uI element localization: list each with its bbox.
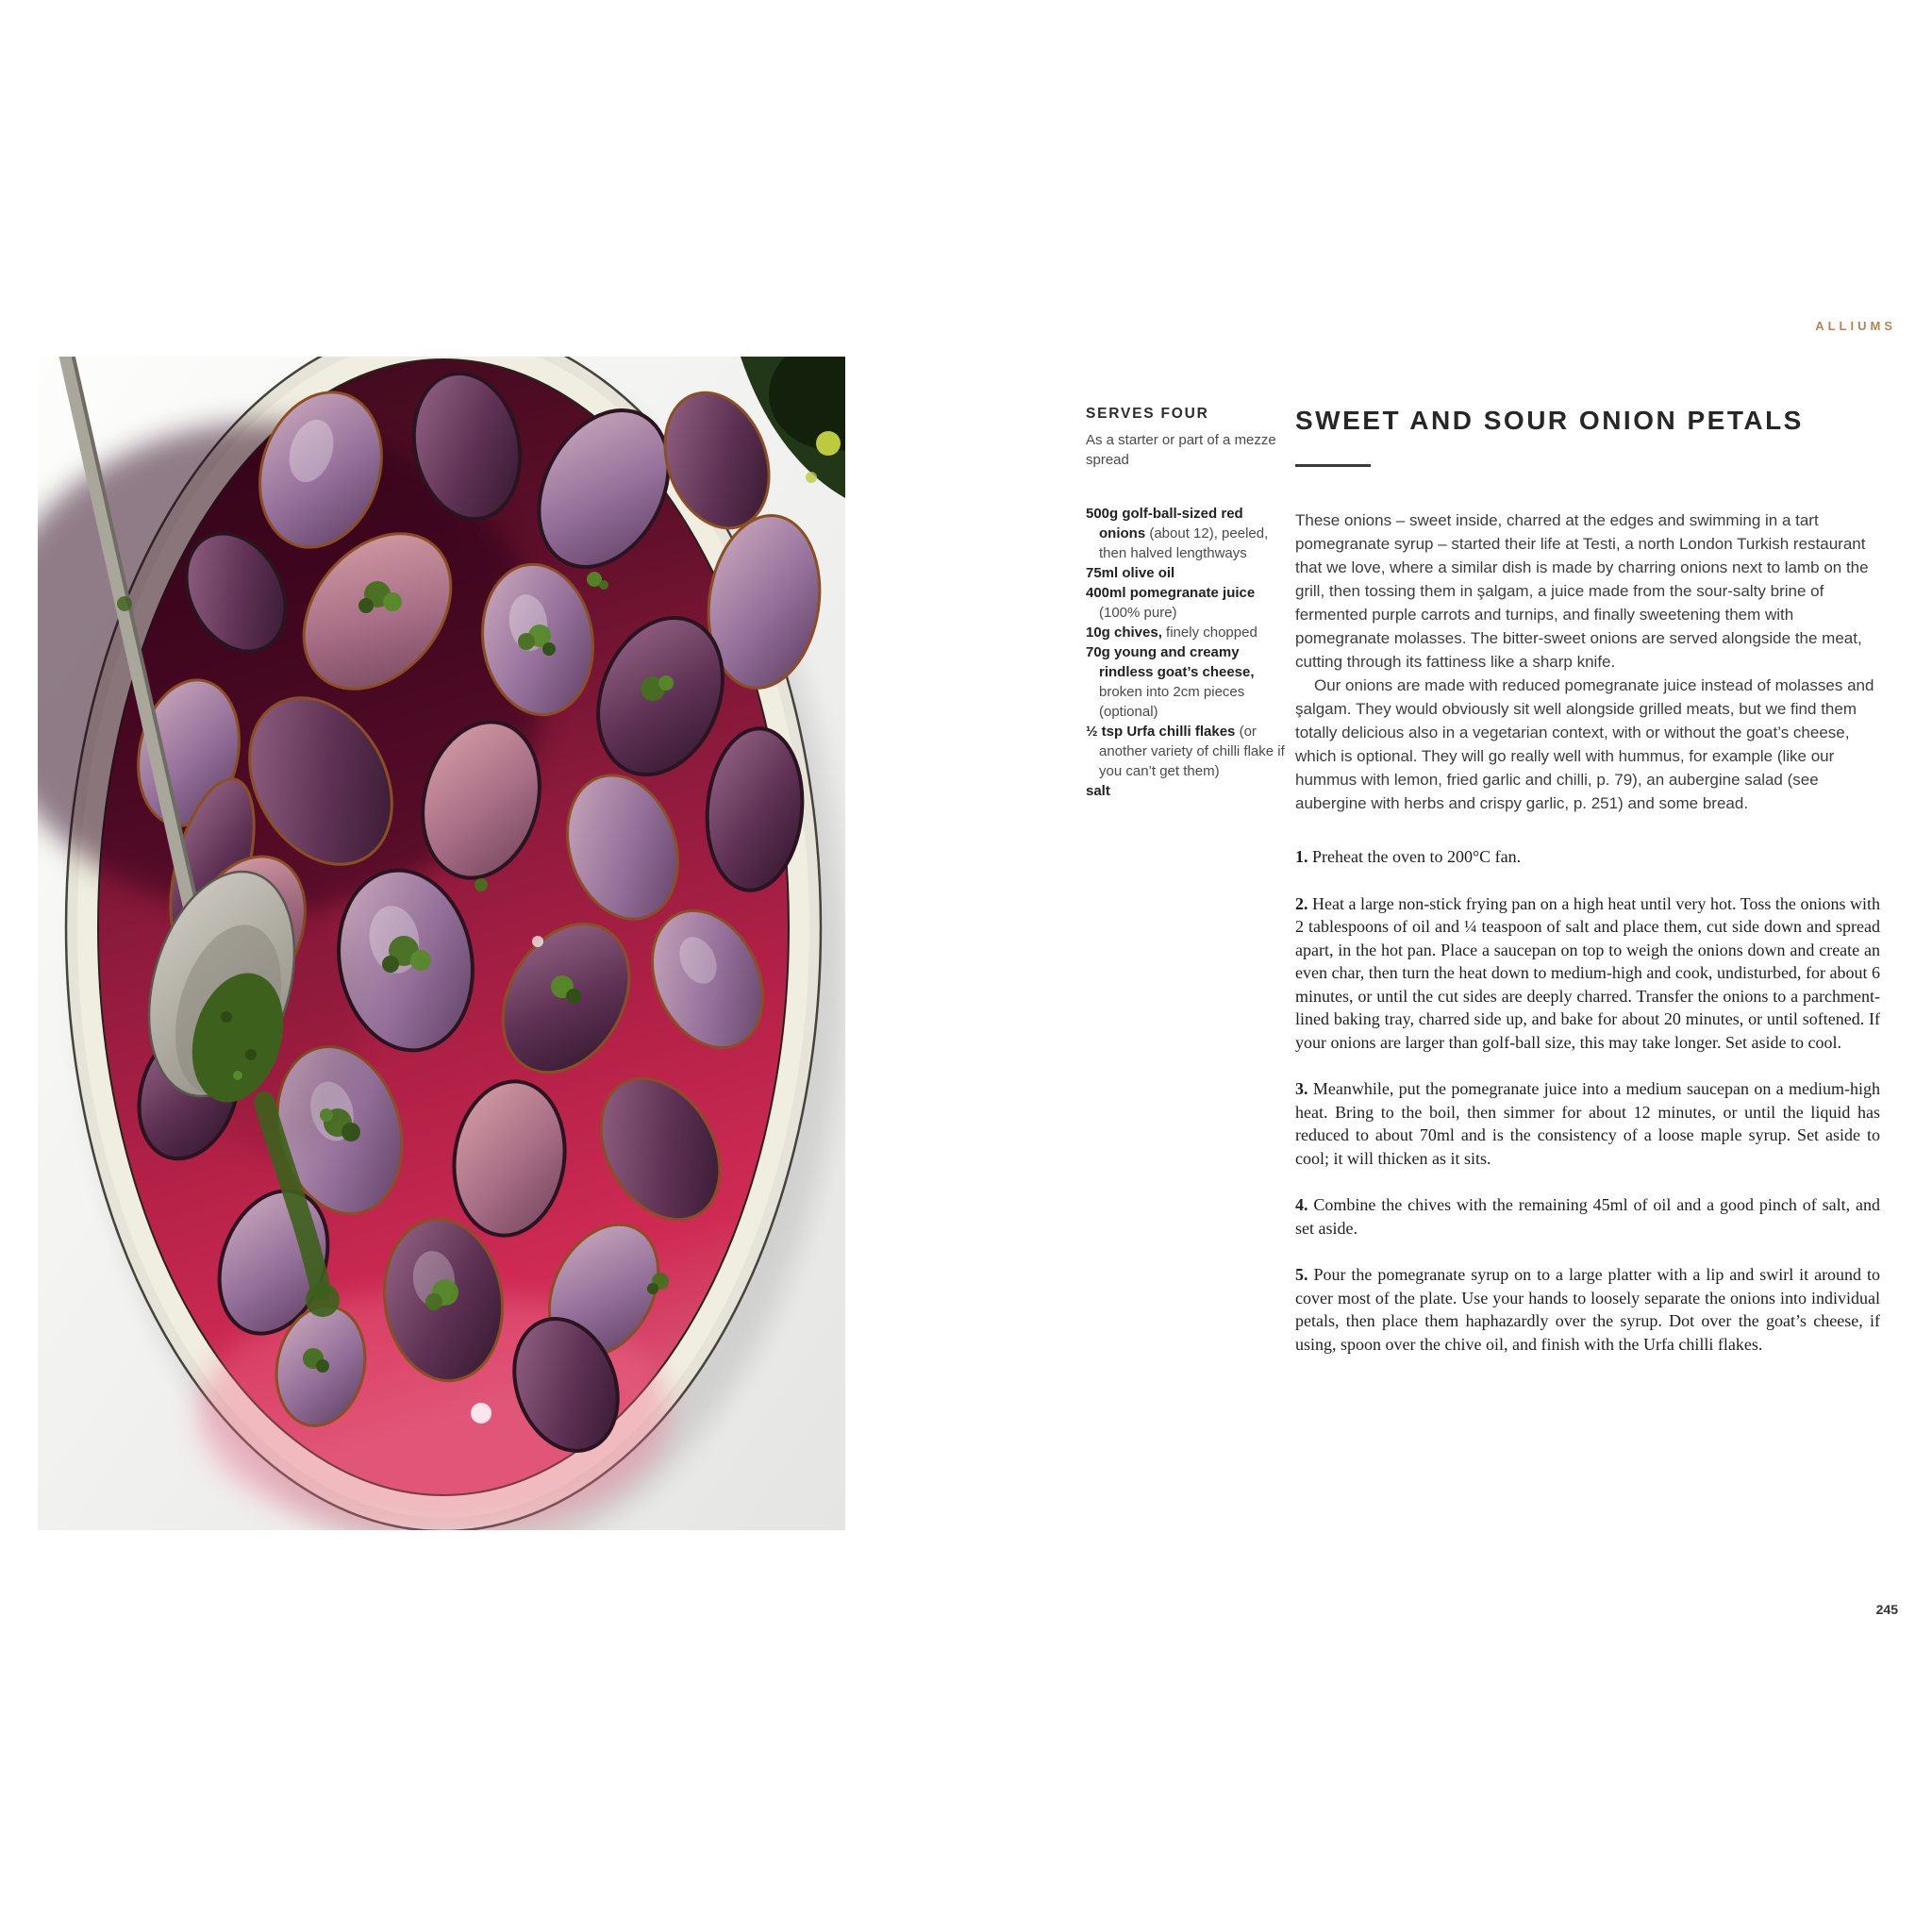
step-number: 5.	[1295, 1265, 1308, 1284]
ingredient-amount: 500g golf-ball-sized red onions	[1086, 506, 1243, 541]
step-text: Meanwhile, put the pomegranate juice into a medium saucepan on a medium-high heat. Bring to the boil, then simmer for about 12 minutes, or until the liquid has reduced to about 70ml and is the consistency of a loose maple syrup. Set aside to cool; it will thicken as it sits.	[1295, 1079, 1880, 1168]
ingredients-column	[1086, 406, 1288, 801]
intro-paragraph-1: These onions – sweet inside, charred at the edges and swimming in a tart pomegranate syrup – started their life at Testi, a north London Turkish restaurant that we love, where a similar dish is made by charring onions next to lamb on the grill, then tossing them in şalgam, a juice made from the sour-salty brine of fermented purple carrots and turnips, and finally sweetening them with pomegranate molasses. The bitter-sweet onions are served alongside the meat, cutting through its fattiness like a sharp knife.	[1295, 511, 1869, 671]
recipe-intro	[1295, 508, 1880, 815]
recipe-photo	[38, 357, 845, 1530]
serves-note: As a starter or part of a mezze spread	[1086, 432, 1276, 468]
ingredient-note: finely chopped	[1161, 625, 1257, 641]
ingredient-amount: salt	[1086, 783, 1110, 799]
ingredient-item	[1086, 722, 1288, 781]
step-item	[1295, 845, 1880, 869]
ingredient-amount: 400ml pomegranate juice	[1086, 585, 1256, 601]
step-item	[1295, 1077, 1880, 1170]
intro-paragraph-2: Our onions are made with reduced pomegranate juice instead of molasses and şalgam. They would obviously sit well alongside grilled meats, but we find them totally delicious also in a vegetarian context, with or without the goat’s cheese, which is optional. They will go really well with hummus, for example (like our hummus with lemon, fried garlic and chilli, p. 79), an aubergine salad (see aubergine with herbs and crispy garlic, p. 251) and some bread.	[1295, 676, 1874, 812]
ingredient-amount: 75ml olive oil	[1086, 565, 1175, 581]
ingredient-item	[1086, 781, 1288, 801]
ingredient-note: (or another variety of chilli flake if you can’t get them)	[1099, 724, 1285, 779]
section-label: ALLIUMS	[1815, 319, 1896, 333]
step-number: 2.	[1295, 893, 1308, 913]
ingredient-amount: ½ tsp Urfa chilli flakes	[1086, 724, 1236, 740]
recipe-title: SWEET AND SOUR ONION PETALS	[1295, 406, 1804, 435]
ingredient-amount: 10g chives,	[1086, 625, 1162, 641]
ingredient-item	[1086, 623, 1288, 642]
ingredient-note: (about 12), peeled, then halved lengthways	[1099, 525, 1269, 561]
ingredient-note: broken into 2cm pieces (optional)	[1099, 684, 1245, 720]
title-rule	[1295, 464, 1371, 467]
ingredient-amount: 70g young and creamy rindless goat’s cheese,	[1086, 644, 1255, 680]
step-number: 3.	[1295, 1079, 1308, 1098]
serves-heading: SERVES FOUR	[1086, 406, 1209, 422]
steps-list	[1295, 845, 1880, 1356]
step-text: Heat a large non-stick frying pan on a high heat until very hot. Toss the onions with 2 tablespoons of oil and ¼ teaspoon of salt and place them, cut side down and spread apart, in the hot pan. Place a saucepan on top to weigh the onions down and create an even char, then turn the heat down to medium-high and cook, undisturbed, for about 6 minutes, or until the cut sides are deeply charred. Transfer the onions to a parchment-lined baking tray, charred side up, and bake for about 20 minutes, or until softened. If your onions are larger than golf-ball size, this may take longer. Set aside to cool.	[1295, 893, 1880, 1052]
step-item	[1295, 1263, 1880, 1356]
ingredient-item	[1086, 642, 1288, 722]
step-text: Pour the pomegranate syrup on to a large platter with a lip and swirl it around to cover most of the plate. Use your hands to loosely separate the onions into individual petals, then place them haphazardly over the syrup. Dot over the goat’s cheese, if using, spoon over the chive oil, and finish with the Urfa chilli flakes.	[1295, 1265, 1880, 1354]
step-item	[1295, 892, 1880, 1055]
ingredients-list	[1086, 504, 1288, 801]
step-number: 4.	[1295, 1195, 1308, 1214]
ingredient-item	[1086, 563, 1288, 583]
ingredient-item	[1086, 583, 1288, 623]
step-number: 1.	[1295, 847, 1308, 866]
ingredient-item	[1086, 504, 1288, 563]
page-number: 245	[1875, 1602, 1898, 1617]
step-text: Preheat the oven to 200°C fan.	[1307, 847, 1522, 866]
recipe-column	[1295, 406, 1880, 1379]
step-item	[1295, 1193, 1880, 1240]
step-text: Combine the chives with the remaining 45ml of oil and a good pinch of salt, and set aside.	[1295, 1195, 1880, 1238]
ingredient-note: (100% pure)	[1099, 605, 1177, 621]
